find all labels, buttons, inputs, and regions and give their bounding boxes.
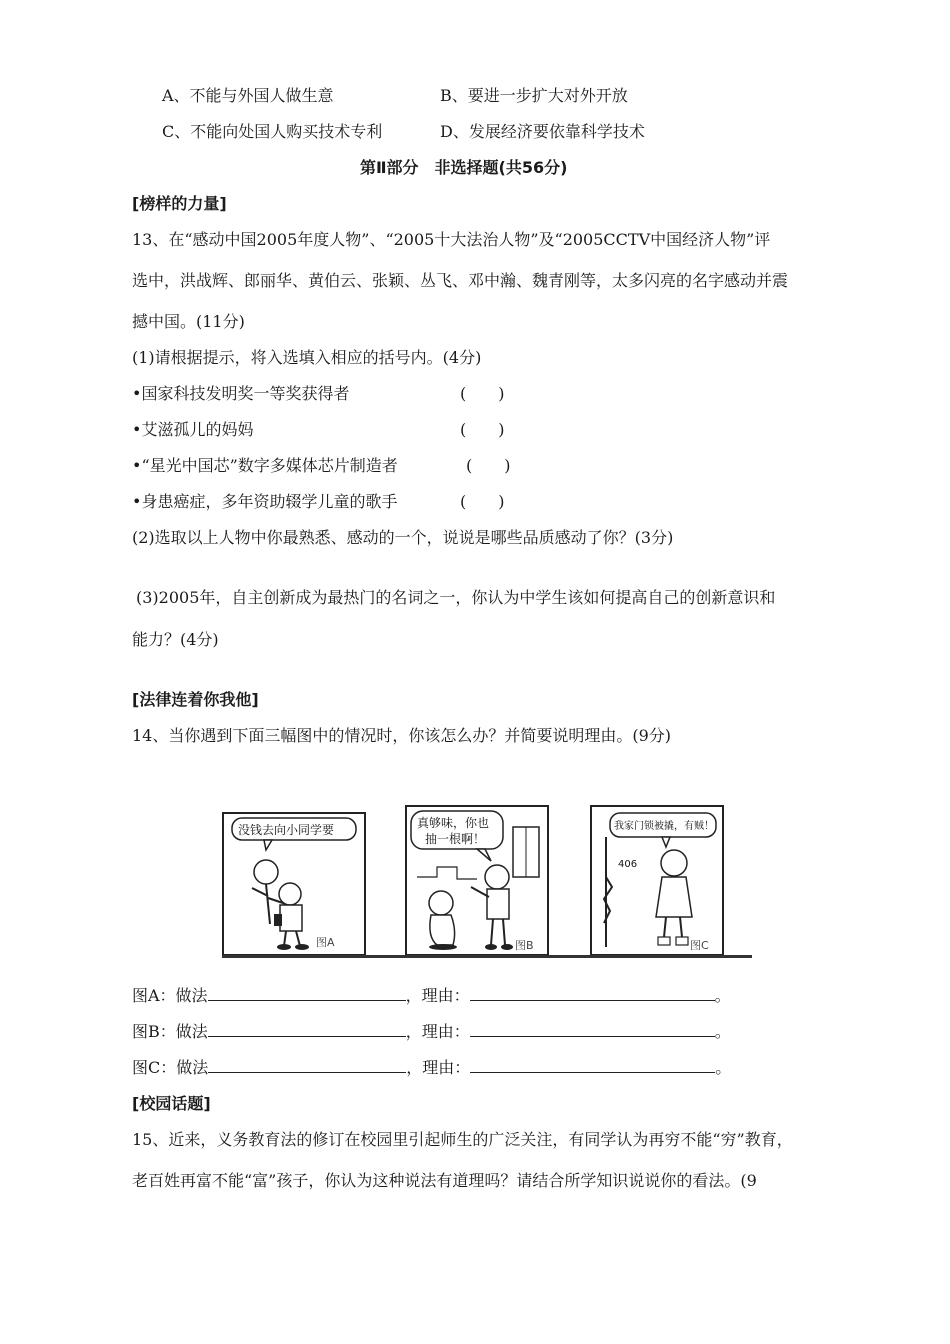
answer-end: 。 [715,1058,732,1077]
cartoon-c-caption: 图C [690,939,709,952]
cartoon-c-door-number: 406 [618,859,638,870]
cartoon-b-bubble-line-2: 抽一根啊！ [425,832,486,846]
q13-line-1: 13、在“感动中国2005年度人物”、“2005十大法治人物”及“2005CCTV中国经济人物”评 [132,230,771,249]
q15-line-1: 15、近来，义务教育法的修订在校园里引起师生的广泛关注，有同学认为再穷不能“穷”教育， [132,1130,793,1149]
cartoon-a-caption: 图A [316,936,335,949]
cartoon-a-bubble: 没钱去向小同学要 [238,823,335,837]
answer-end: 。 [714,986,731,1005]
cartoon-b-illustration [407,807,547,954]
cartoon-ground-line [222,955,752,958]
q15-line-2: 老百姓再富不能“富”孩子，你认为这种说法有道理吗？请结合所学知识说说你的看法。(9 [132,1171,757,1190]
q13-sub1: (1)请根据提示，将入选填入相应的括号内。(4分) [132,348,482,367]
answer-label: 图A：做法 [132,986,208,1005]
q13-sub2: (2)选取以上人物中你最熟悉、感动的一个，说说是哪些品质感动了你？(3分) [132,528,674,547]
answer-blank-method[interactable] [208,1058,406,1073]
option-c: C、不能向处国人购买技术专利 [162,122,383,141]
answer-row-b [132,1019,731,1042]
answer-label: 图C：做法 [132,1058,209,1077]
part-title: 第Ⅱ部分 非选择题(共56分) [360,158,568,177]
cartoon-b-caption: 图B [515,939,534,952]
answer-row-a [132,983,731,1006]
section-heading-law: [法律连着你我他] [132,690,259,709]
answer-reason-label: ，理由： [405,986,470,1005]
answer-reason-label: ，理由： [406,1058,471,1077]
cartoon-b-bubble-line-1: 真够味，你也 [417,816,490,830]
bullet-item: •艾滋孤儿的妈妈 [132,420,254,439]
option-a: A、不能与外国人做生意 [162,86,334,105]
answer-blank-reason[interactable] [470,1022,715,1037]
bullet-item: •身患癌症，多年资助辍学儿童的歌手 [132,492,398,511]
answer-blank-method[interactable] [208,1022,406,1037]
option-d: D、发展经济要依靠科学技术 [440,122,645,141]
section-heading-role-models: [榜样的力量] [132,194,227,213]
option-b: B、要进一步扩大对外开放 [440,86,628,105]
cartoon-panel-c [590,805,724,956]
bullet-item: •国家科技发明奖一等奖获得者 [132,384,350,403]
q13-sub3-line-2: 能力？(4分) [132,630,219,649]
cartoon-panel-b [405,805,549,956]
q13-line-2: 选中，洪战辉、郎丽华、黄伯云、张颖、丛飞、邓中瀚、魏青刚等，太多闪亮的名字感动并震 [132,271,789,290]
bullet-paren: ( ) [466,456,511,475]
cartoon-a-illustration [224,814,364,954]
answer-blank-reason[interactable] [470,986,715,1001]
q14-text: 14、当你遇到下面三幅图中的情况时，你该怎么办？并简要说明理由。(9分) [132,726,672,745]
answer-label: 图B：做法 [132,1022,208,1041]
answer-blank-reason[interactable] [470,1058,715,1073]
answer-row-c [132,1055,731,1078]
bullet-paren: ( ) [460,384,505,403]
cartoon-c-bubble: 我家门锁被撬，有贼！ [614,821,714,832]
bullet-item: •“星光中国芯”数字多媒体芯片制造者 [132,456,398,475]
q13-line-3: 撼中国。(11分) [132,312,245,331]
answer-blank-method[interactable] [208,986,406,1001]
bullet-paren: ( ) [460,420,505,439]
cartoon-panel-a [222,812,366,956]
q13-sub3-line-1: (3)2005年，自主创新成为最热门的名词之一，你认为中学生该如何提高自己的创新意识和 [136,588,776,607]
cartoon-c-illustration [592,807,722,954]
section-heading-campus: [校园话题] [132,1094,211,1113]
answer-reason-label: ，理由： [405,1022,470,1041]
bullet-paren: ( ) [460,492,505,511]
answer-end: 。 [714,1022,731,1041]
